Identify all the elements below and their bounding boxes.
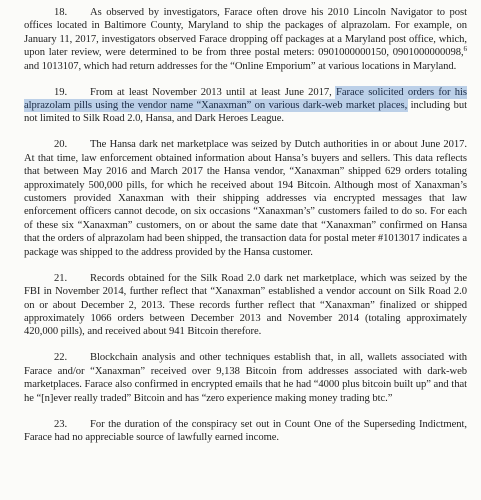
paragraph-20 — [24, 138, 467, 259]
paragraph-19 — [24, 86, 467, 126]
paragraph-text: From at least November 2013 until at least June 2017, — [90, 86, 337, 98]
paragraph-number: 22. — [54, 352, 68, 364]
paragraph-number: 21. — [54, 272, 68, 284]
paragraph-text: Records obtained for the Silk Road 2.0 dark net marketplace, which was seized by the FBI in November 2014, further reflect that “Xanaxman” established a vendor account on Silk Road 2.0 on or about December 2, 2013. These records further reflect that “Xanaxman” finalized or shipped approximately 1066 orders between December 2013 and November 2014 (totaling approximately 420,000 pills), and received about 941 Bitcoin therefore. — [24, 272, 467, 338]
paragraph-number: 18. — [54, 7, 68, 18]
paragraph-text: For the duration of the conspiracy set out in Count One of the Superseding Indictment, Farace had no appreciable source of lawfully earned income. — [24, 418, 467, 443]
paragraph-number: 19. — [54, 86, 68, 98]
paragraph-number: 23. — [54, 418, 68, 430]
paragraph-text: As observed by investigators, Farace often drove his 2010 Lincoln Navigator to post offices located in Baltimore County, Maryland to ship the packages of alprazolam. For example, on January 11, 2017, investigators observed Farace dropping off packages at a Maryland post office, which, upon later review, were determined to be from three postal meters: 0901000000150, 0901000000098, — [24, 7, 467, 59]
paragraph-21 — [24, 272, 467, 339]
paragraph-22 — [24, 351, 467, 405]
paragraph-23 — [24, 418, 467, 445]
paragraph-text: Blockchain analysis and other techniques establish that, in all, wallets associated with Farace and/or “Xanaxman” received over 9,138 Bitcoin from addresses associated with dark-web marketplaces. Farace also confirmed in encrypted emails that he had “4000 plus bitcoin built up” and that he “[n]ever really traded” Bitcoin and has “zero experience making money trading btc.” — [24, 352, 467, 404]
footnote-marker: 6 — [463, 45, 467, 54]
paragraph-18 — [24, 6, 467, 73]
paragraph-number: 20. — [54, 139, 68, 151]
paragraph-text-continued: and 1013107, which had return addresses for the “Online Emporium” at various locations in Maryland. — [24, 60, 457, 72]
paragraph-text-continued: including but not limited to Silk Road 2.0, Hansa, and Dark Heroes League. — [24, 100, 467, 125]
highlighted-text: Farace solicited orders for his alprazolam pills using the vendor name “Xanaxman” on various dark-web market places, — [24, 86, 467, 112]
paragraph-text: The Hansa dark net marketplace was seized by Dutch authorities in or about June 2017. At that time, law enforcement obtained information about Hansa’s buyers and sellers. This data reflects that between May 2016 and March 2017 the Hansa vendor, “Xanaxman” shipped 629 orders totaling approximately 500,000 pills, for which he received about 194 Bitcoin. Although most of Xanaxman’s customers provided Xanaxman with their shipping addresses via encrypted messages that law enforcement officers cannot decode, on six occasions “Xanaxman’s” customers failed to do so. For each of these six “Xanaxman” customers, on or about the same date that “Xanaxman” confirmed on Hansa that the orders of alprazolam had been shipped, the transaction data for postal meter #1013017 indicates a package was shipped to the address provided by the Hansa customer. — [24, 139, 467, 258]
